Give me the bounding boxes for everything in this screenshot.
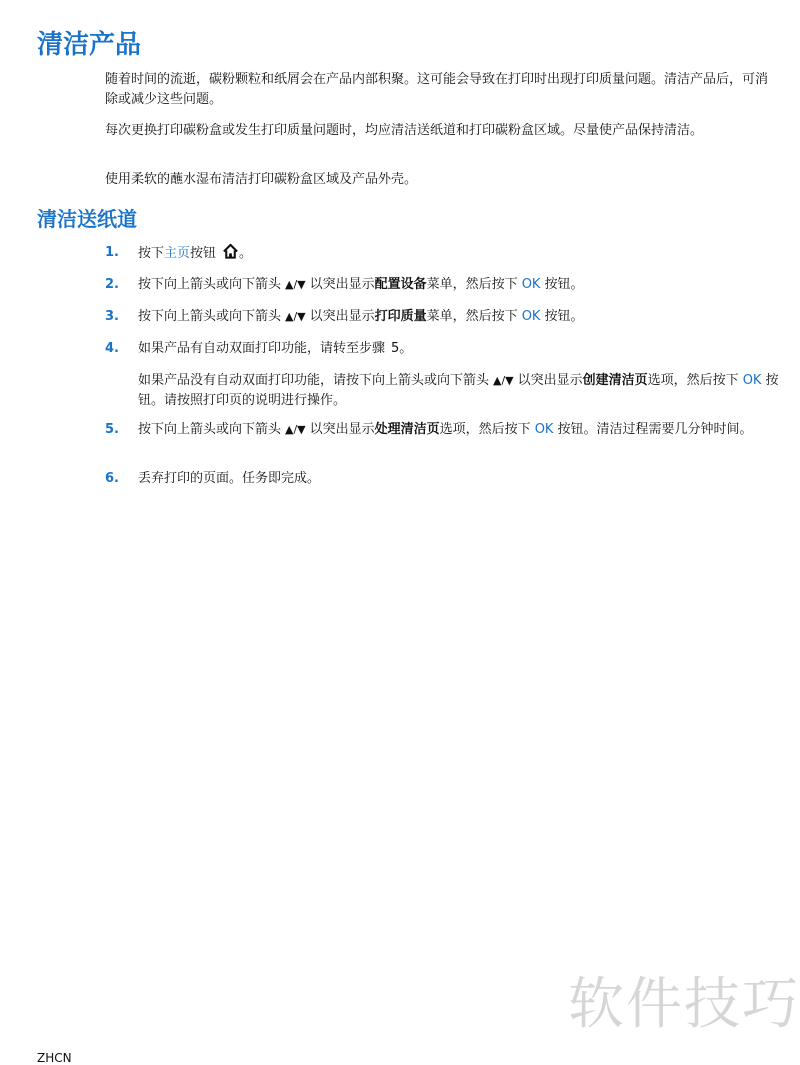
step-6-text: 丢弃打印的页面。任务即完成。 (138, 471, 321, 486)
step-text: 按钮 (190, 246, 217, 261)
home-link[interactable]: 主页 (164, 246, 191, 261)
ok-label: OK (521, 309, 541, 324)
step-text: 如果产品有自动双面打印功能，请转至步骤 (138, 341, 386, 356)
step-reference: 5 (391, 341, 400, 356)
step-text: 按钮。 (544, 309, 584, 324)
step-text: 按下向上箭头或向下箭头 (138, 309, 282, 324)
step-1-text (138, 243, 780, 264)
step-text: 以突出显示 (517, 373, 583, 388)
ok-label: OK (742, 373, 762, 388)
step-text: 以突出显示 (309, 277, 375, 292)
footer-language-code: ZHCN (37, 1051, 72, 1065)
home-icon (222, 243, 239, 260)
step-text: 如果产品没有自动双面打印功能，请按下向上箭头或向下箭头 (138, 373, 490, 388)
cloth-paragraph: 使用柔软的蘸水湿布清洁打印碳粉盒区域及产品外壳。 (105, 172, 418, 187)
watermark: 软件技巧 (568, 972, 800, 1037)
clean-advice-paragraph: 每次更换打印碳粉盒或发生打印质量问题时，均应清洁送纸道和打印碳粉盒区域。尽量使产品保持清洁。 (105, 123, 704, 138)
up-down-arrow-icon: ▲/▼ (493, 374, 514, 387)
page-title: 清洁产品 (37, 30, 142, 60)
up-down-arrow-icon: ▲/▼ (285, 278, 306, 291)
step-number: 2. (105, 277, 119, 292)
step-number: 6. (105, 471, 119, 486)
step-text: 按钮。请按照打印页的说明进行操作。 (138, 373, 779, 408)
ok-label: OK (534, 422, 554, 437)
up-down-arrow-icon: ▲/▼ (285, 310, 306, 323)
step-number: 3. (105, 309, 119, 324)
step-text: 菜单，然后按下 (426, 309, 518, 324)
up-down-arrow-icon: ▲/▼ (285, 423, 306, 436)
menu-name: 配置设备 (374, 277, 427, 292)
step-text: 选项，然后按下 (647, 373, 739, 388)
step-number: 5. (105, 422, 119, 437)
ok-label: OK (521, 277, 541, 292)
step-4-note (138, 371, 780, 411)
step-text: 。 (399, 341, 413, 356)
step-text: 按钮。清洁过程需要几分钟时间。 (557, 422, 753, 437)
menu-name: 打印质量 (374, 309, 427, 324)
step-text: 以突出显示 (309, 422, 375, 437)
intro-paragraph: 随着时间的流逝，碳粉颗粒和纸屑会在产品内部积聚。这可能会导致在打印时出现打印质量问题。清洁产品后，可消除或减少这些问题。 (105, 72, 769, 107)
menu-name: 创建清洁页 (582, 373, 648, 388)
menu-name: 处理清洁页 (374, 422, 440, 437)
step-text: 以突出显示 (309, 309, 375, 324)
step-text: 。 (239, 246, 253, 261)
step-2-text (138, 275, 780, 295)
step-text: 菜单，然后按下 (426, 277, 518, 292)
step-number: 1. (105, 245, 119, 260)
step-3-text (138, 307, 780, 327)
step-text: 按下向上箭头或向下箭头 (138, 422, 282, 437)
step-4-text (138, 339, 780, 359)
step-text: 按下向上箭头或向下箭头 (138, 277, 282, 292)
section-heading: 清洁送纸道 (37, 207, 137, 231)
step-5-text (138, 420, 780, 440)
step-text: 按钮。 (544, 277, 584, 292)
step-text: 按下 (138, 246, 165, 261)
step-number: 4. (105, 341, 119, 356)
step-text: 选项，然后按下 (439, 422, 531, 437)
